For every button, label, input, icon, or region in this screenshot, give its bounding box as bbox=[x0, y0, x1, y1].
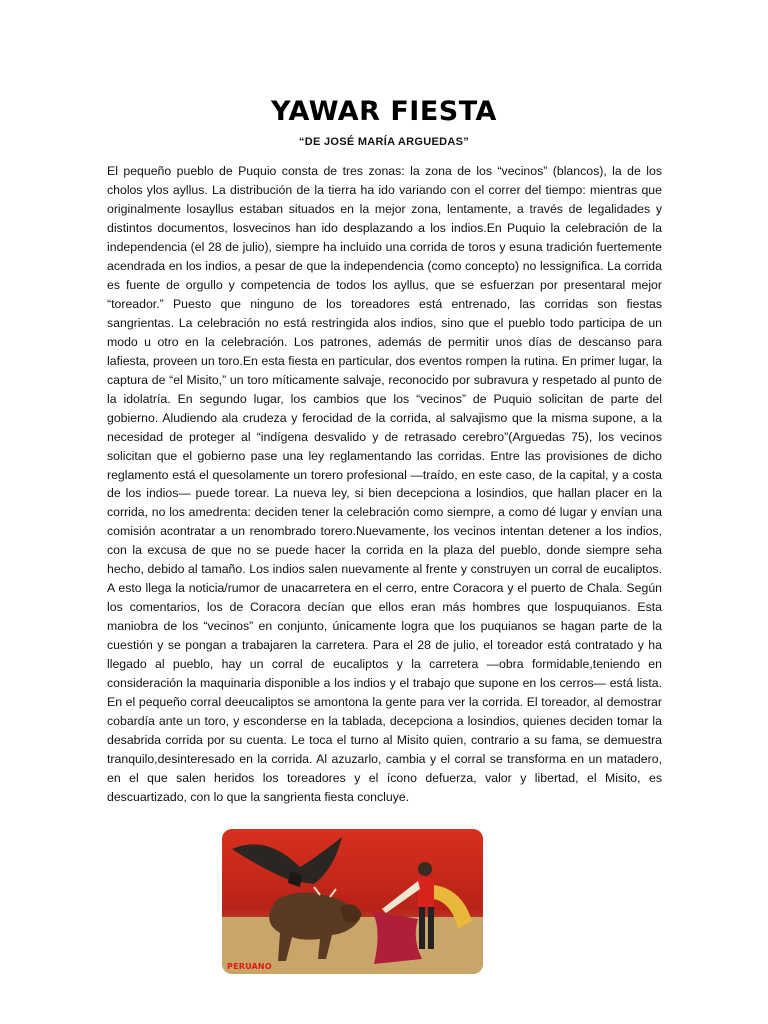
body-paragraph: El pequeño pueblo de Puquio consta de tres zonas: la zona de los “vecinos” (blancos), la de los cholos ylos ayllus. La distribución de la tierra ha ido variando con el correr del tiempo: mientras que originalmente losayllus estaban situados en la mejor zona, lentamente, a través de legalidades y distintos documentos, losvecinos han ido desplazando a los indios.En Puquio la celebración de la independencia (el 28 de julio), siempre ha incluido una corrida de toros y esuna tradición fuertemente acendrada en los indios, a pesar de que la independencia (como concepto) no lessignifica. La corrida es fuente de orgullo y competencia de todos los ayllus, que se esfuerzan por presentaral mejor “toreador.” Puesto que ninguno de los toreadores está entrenado, las corridas son fiestas sangrientas. La celebración no está restringida alos indios, sino que el pueblo todo participa de un modo u otro en la celebración. Los patrones, además de permitir unos días de descanso para lafiesta, proveen un toro.En esta fiesta en particular, dos eventos rompen la rutina. En primer lugar, la captura de “el Misito,” un toro míticamente salvaje, reconocido por subravura y respetado al punto de la idolatría. En segundo lugar, los cambios que los “vecinos” de Puquio solicitan de parte del gobierno. Aludiendo ala crudeza y ferocidad de la corrida, al salvajismo que la misma supone, a la necesidad de proteger al “indígena desvalido y de retrasado cerebro”(Arguedas 75), los vecinos solicitan que el gobierno pase una ley reglamentando las corridas. Entre las provisiones de dicho reglamento está el quesolamente un torero profesional —traído, en este caso, de la capital, y a costa de los indios— puede torear. La nueva ley, si bien decepciona a losindios, que hallan placer en la corrida, no los amedrenta: deciden tener la celebración como siempre, a como dé lugar y envían una comisión acontratar a un renombrado torero.Nuevamente, los vecinos intentan detener a los indios, con la excusa de que no se puede hacer la corrida en la plaza del pueblo, donde siempre seha hecho, debido al tamaño. Los indios salen nuevamente al frente y construyen un corral de eucaliptos. A esto llega la noticia/rumor de unacarretera en el cerro, entre Coracora y el puerto de Chala. Según los comentarios, los de Coracora decían que ellos eran más hombres que lospuquianos. Esta maniobra de los “vecinos” en conjunto, únicamente logra que los puquianos se hagan parte de la cuestión y se pongan a trabajaren la carretera. Para el 28 de julio, el toreador está contratado y ha llegado al pueblo, hay un corral de eucaliptos y la carretera —obra formidable,teniendo en consideración la maquinaria disponible a los indios y el trabajo que supone en los cerros— está lista. En el pequeño corral deeucaliptos se amontona la gente para ver la corrida. El toreador, al demostrar cobardía ante un toro, y esconderse en la tablada, decepciona a losindios, quienes deciden tomar la desabrida corrida por su cuenta. Le toca el turno al Misito quien, contrario a su fama, se demuestra tranquilo,desinteresado en la corrida. Al azuzarlo, cambia y el corral se transforma en un matadero, en el que salen heridos los toreadores y el ícono defuerza, valor y libertad, el Misito, es descuartizado, con lo que la sangrienta fiesta concluye. bbox=[107, 164, 662, 804]
bullfight-photo bbox=[222, 829, 483, 974]
bullfight-illustration bbox=[222, 829, 483, 974]
photo-watermark: PERUANO bbox=[227, 962, 272, 971]
document-title: YAWAR FIESTA bbox=[271, 96, 497, 127]
document-subtitle: “DE JOSÉ MARÍA ARGUEDAS” bbox=[298, 136, 470, 148]
